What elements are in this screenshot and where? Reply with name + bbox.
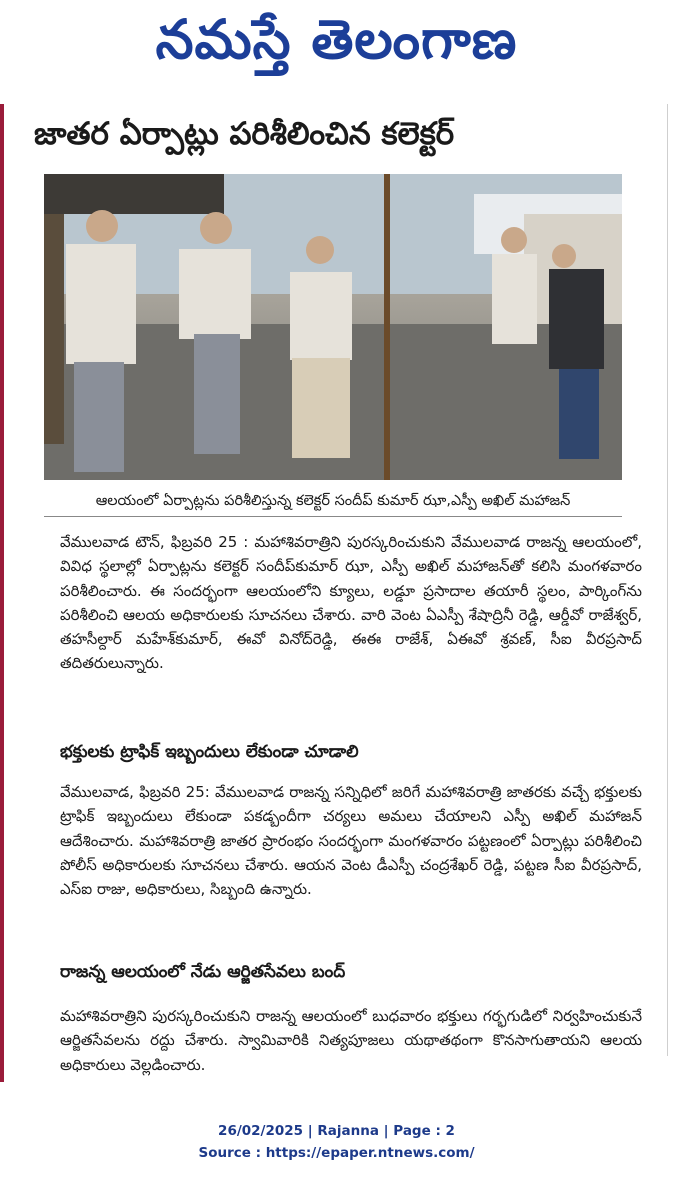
article-paragraph-2: వేములవాడ, ఫిబ్రవరి 25: వేములవాడ రాజన్న సన్నిధిలో జరిగే మహాశివరాత్రి జాతరకు వచ్చే భక్తులకు ట్రాఫిక్ ఇబ్బందులు లేకుండా పకడ్బందీగా చర్యలు అమలు చేయాలని ఎస్పీ అఖిల్ మహాజన్ ఆదేశించారు. మహాశివరాత్రి జాతర ప్రారంభం సందర్భంగా మంగళవారం పట్టణంలో ఏర్పాట్లు పరిశీలించి పోలీస్ అధికారులకు సూచనలు చేశారు. ఆయన వెంట డీఎస్పీ చంద్రశేఖర్ రెడ్డి, పట్టణ సీఐ వీరప్రసాద్, ఎస్ఐ రాజు, అధికారులు, సిబ్బంది ఉన్నారు. <box>60 783 642 899</box>
subheading-services: రాజన్న ఆలయంలో నేడు ఆర్జితసేవలు బంద్ <box>60 962 346 982</box>
article-paragraph-1: వేములవాడ టౌన్, ఫిబ్రవరి 25 : మహాశివరాత్రిని పురస్కరించుకుని వేములవాడ రాజన్న ఆలయంలో, వివిధ స్థలాల్లో ఏర్పాట్లను కలెక్టర్ సందీప్‌కుమార్ ఝా, ఎస్పీ అఖిల్ మహాజన్‌తో కలిసి మంగళవారం పరిశీలించారు. ఈ సందర్భంగా ఆలయంలోని క్యూలు, లడ్డూ ప్రసాదాల తయారీ స్థలం, పార్కింగ్‌ను పరిశీలించి ఆలయ అధికారులకు సూచనలు చేశారు. వారి వెంట ఏఎస్పీ శేషాద్రినీ రెడ్డి, ఆర్డీవో రాజేశ్వర్, తహసీల్దార్ మహేశ్‌కుమార్, ఈవో వినోద్‌రెడ్డి, ఈఈ రాజేశ్, ఏఈవో శ్రవణ్, సీఐ వీరప్రసాద్ తదితరులున్నారు. <box>60 533 642 673</box>
article-paragraph-3: మహాశివరాత్రిని పురస్కరించుకుని రాజన్న ఆలయంలో బుధవారం భక్తులు గర్భగుడిలో నిర్వహించుకునే ఆర్జితసేవలను రద్దు చేశారు. స్వామివారికి నిత్యపూజలు యథాతథంగా కొనసాగుతాయని ఆలయ అధికారులు వెల్లడించారు. <box>60 1007 642 1074</box>
left-accent-rule <box>0 104 4 1082</box>
news-photo <box>44 174 622 480</box>
subheading-traffic: భక్తులకు ట్రాఫిక్ ఇబ్బందులు లేకుండా చూడాలి <box>60 742 359 762</box>
article-headline: జాతర ఏర్పాట్లు పరిశీలించిన కలెక్టర్ <box>34 116 455 152</box>
source-link[interactable]: Source : https://epaper.ntnews.com/ <box>198 1145 475 1161</box>
newspaper-logo: నమస్తే తెలంగాణ <box>155 7 518 71</box>
edition-info: 26/02/2025 | Rajanna | Page : 2 <box>218 1123 455 1139</box>
caption-divider <box>44 516 622 517</box>
masthead <box>0 0 673 80</box>
photo-illustration <box>44 174 622 480</box>
right-column-rule <box>667 104 668 1056</box>
photo-caption: ఆలయంలో ఏర్పాట్లను పరిశీలిస్తున్న కలెక్టర్ సందీప్ కుమార్ ఝా,ఎస్పీ అఖిల్ మహాజన్ <box>95 493 571 509</box>
